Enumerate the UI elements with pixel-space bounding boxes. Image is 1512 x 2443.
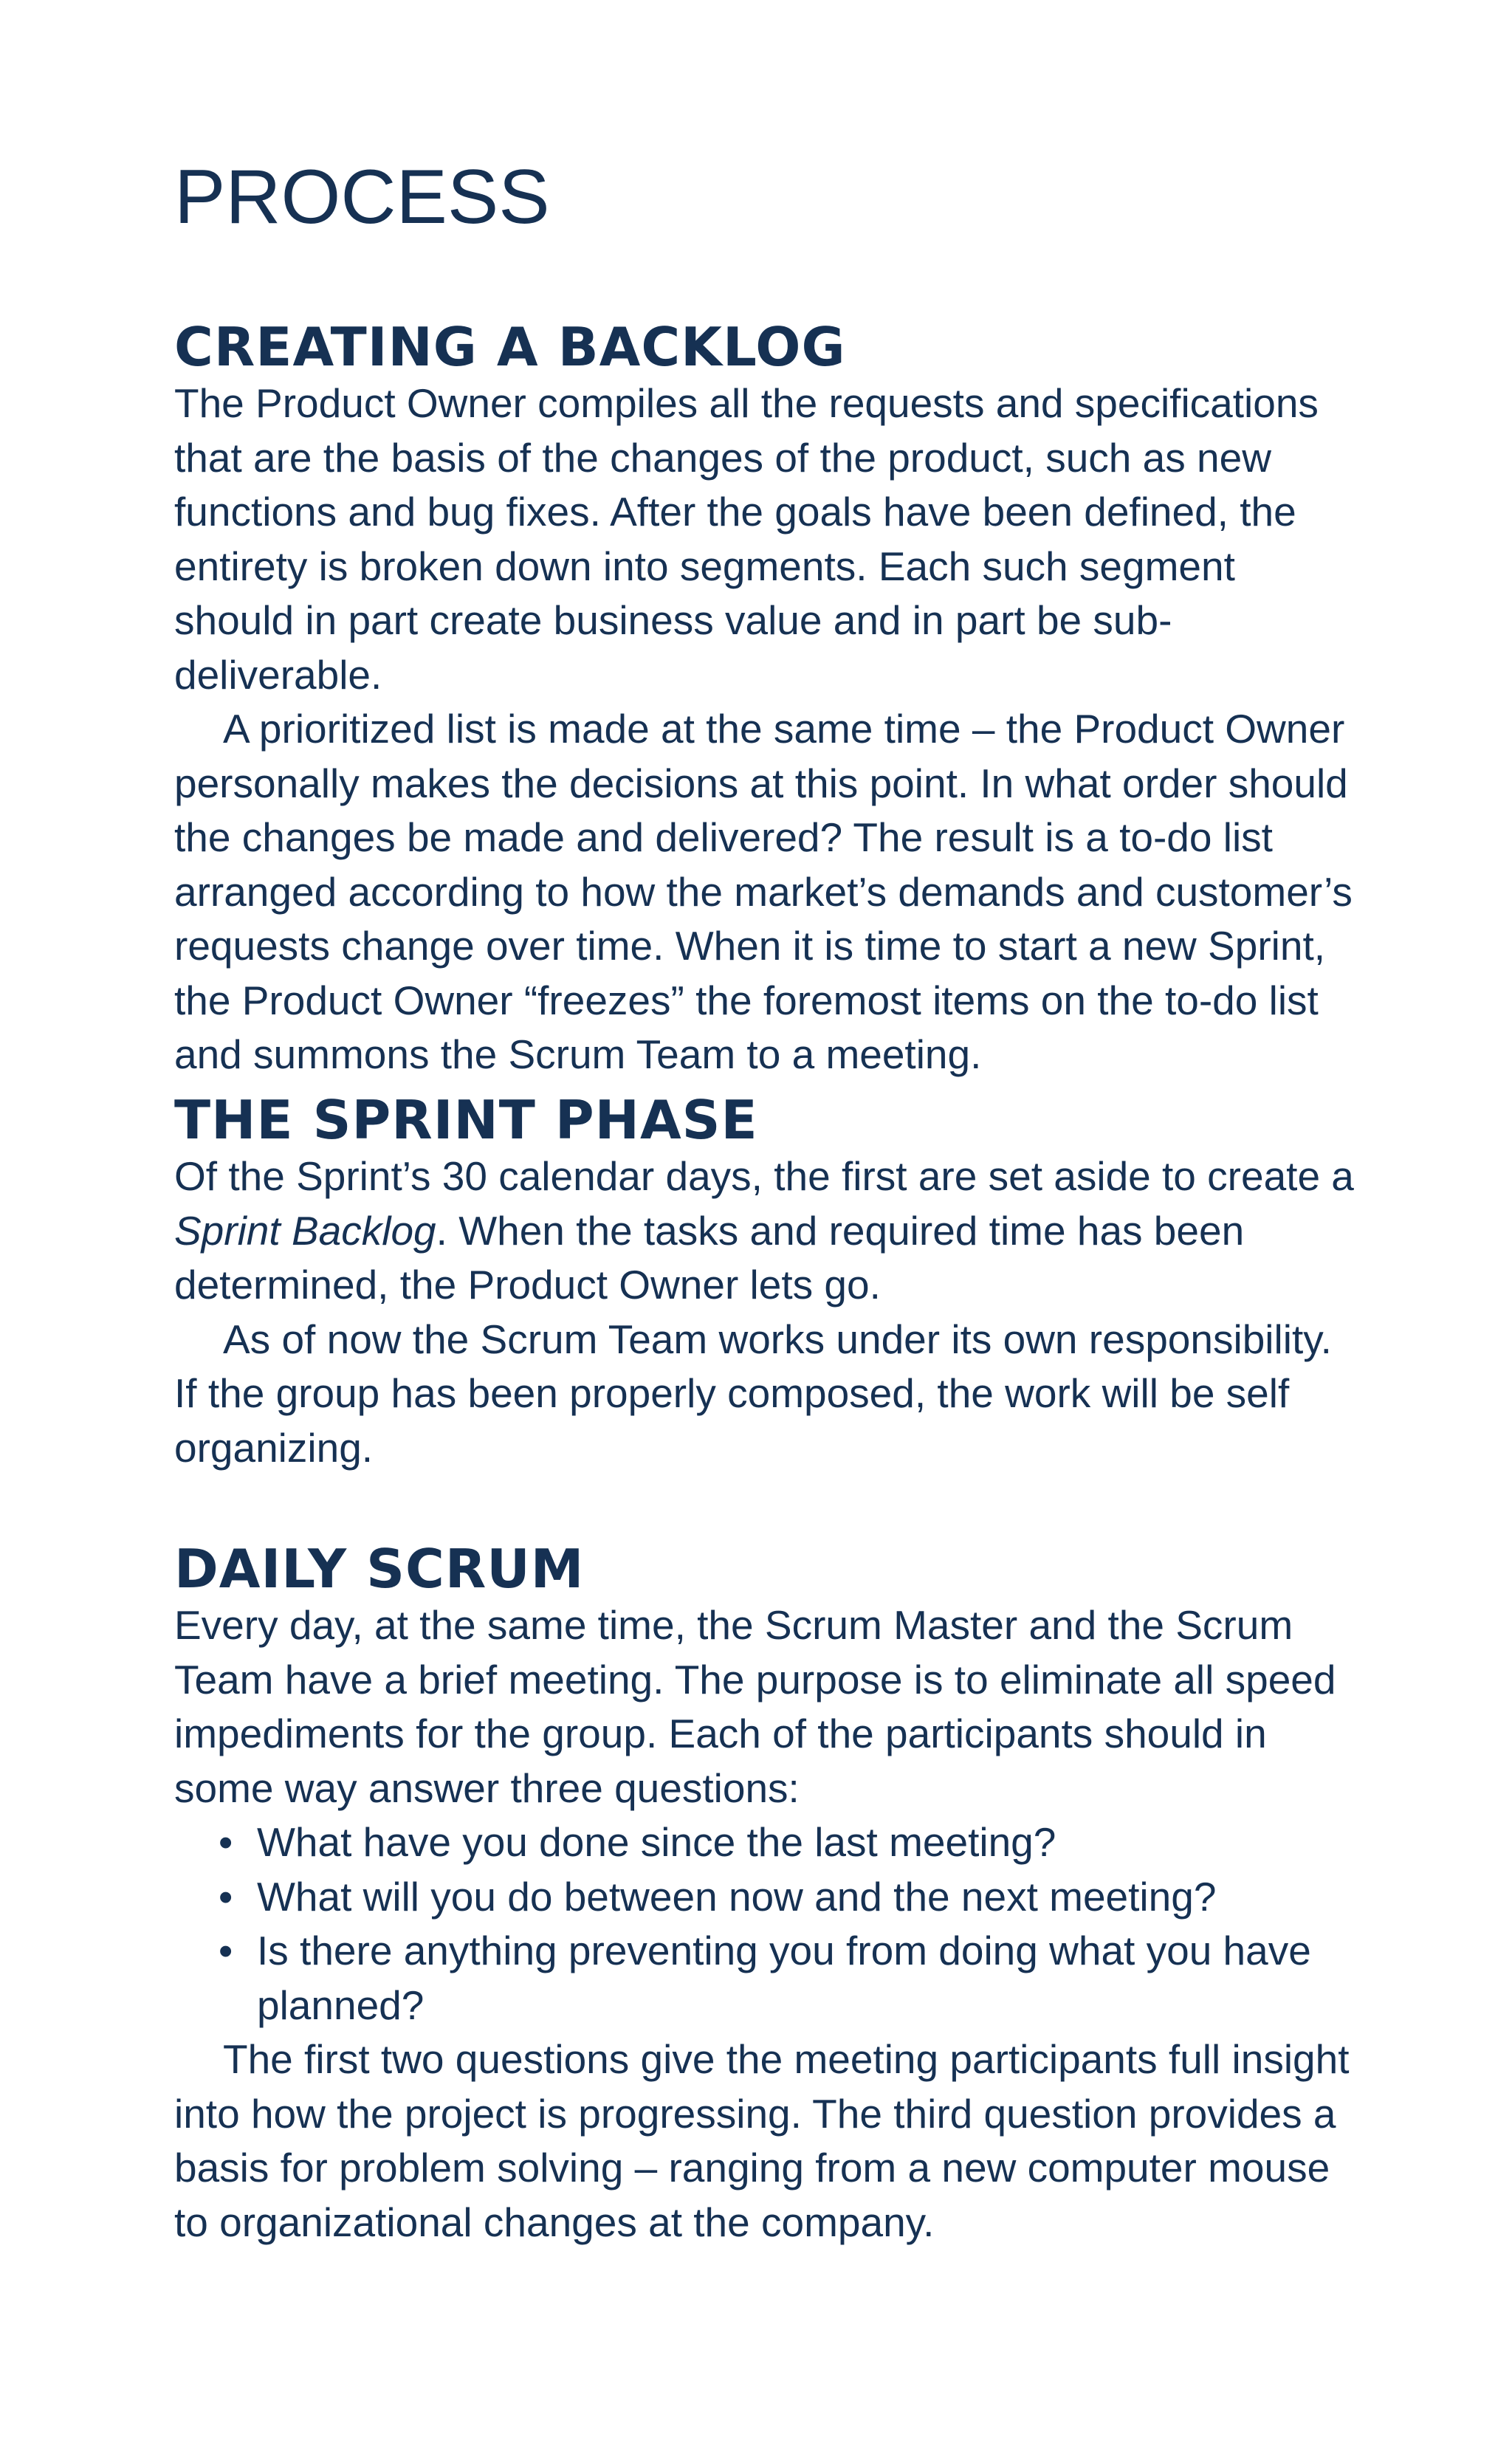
list-item-text: What have you done since the last meeting?	[257, 1819, 1056, 1865]
paragraph: A prioritized list is made at the same time – the Product Owner personally makes the decisions at this point. In what order should the changes be made and delivered? The result is a to-do list arranged according to how the market’s demands and customer’s requests change over time. When it is time to start a new Sprint, the Product Owner “freezes” the foremost items on the to-do list and summons the Scrum Team to a meeting.	[174, 706, 1353, 1077]
list-item-text: What will you do between now and the next meeting?	[257, 1873, 1217, 1920]
question-list	[174, 1815, 1355, 2033]
paragraph: As of now the Scrum Team works under its own responsibility. If the group has been properly composed, the work will be self organizing.	[174, 1316, 1332, 1471]
paragraph-text: Of the Sprint’s 30 calendar days, the first are set aside to create a	[174, 1153, 1354, 1199]
bullet-icon: •	[219, 1873, 233, 1920]
section-creating-a-backlog	[174, 317, 1355, 1082]
bullet-icon: •	[219, 1819, 233, 1865]
paragraph	[174, 1150, 1355, 1313]
paragraph: The first two questions give the meeting participants full insight into how the project is progressing. The third question provides a basis for problem solving – ranging from a new computer mouse to organizational changes at the company.	[174, 2036, 1350, 2245]
document-page	[174, 0, 1355, 2443]
bullet-icon: •	[219, 1928, 233, 1973]
sprint-backlog-term: Sprint Backlog	[174, 1207, 436, 1254]
paragraph: Every day, at the same time, the Scrum Master and the Scrum Team have a brief meeting. The purpose is to eliminate all speed impediments for the group. Each of the participants should in some way answer three questions:	[174, 1602, 1336, 1811]
paragraph-text: . When the tasks and required time has been determined, the Product Owner lets go.	[174, 1207, 1245, 1308]
section-heading: DAILY SCRUM	[174, 1538, 585, 1600]
paragraph: The Product Owner compiles all the requests and specifications that are the basis of the changes of the product, such as new functions and bug fixes. After the goals have been defined, the entirety is broken down into segments. Each such segment should in part create business value and in part be sub-deliverable.	[174, 380, 1319, 698]
section-daily-scrum	[174, 1539, 1355, 2250]
list-item-text: Is there anything preventing you from doing what you have planned?	[257, 1928, 1311, 2028]
list-item	[174, 1815, 1355, 1870]
section-the-sprint-phase	[174, 1090, 1355, 1475]
page-title: PROCESS	[174, 154, 550, 240]
section-heading: THE SPRINT PHASE	[174, 1089, 758, 1151]
list-item	[174, 1870, 1355, 1925]
section-heading: CREATING A BACKLOG	[174, 316, 846, 378]
list-item	[174, 1924, 1355, 2033]
